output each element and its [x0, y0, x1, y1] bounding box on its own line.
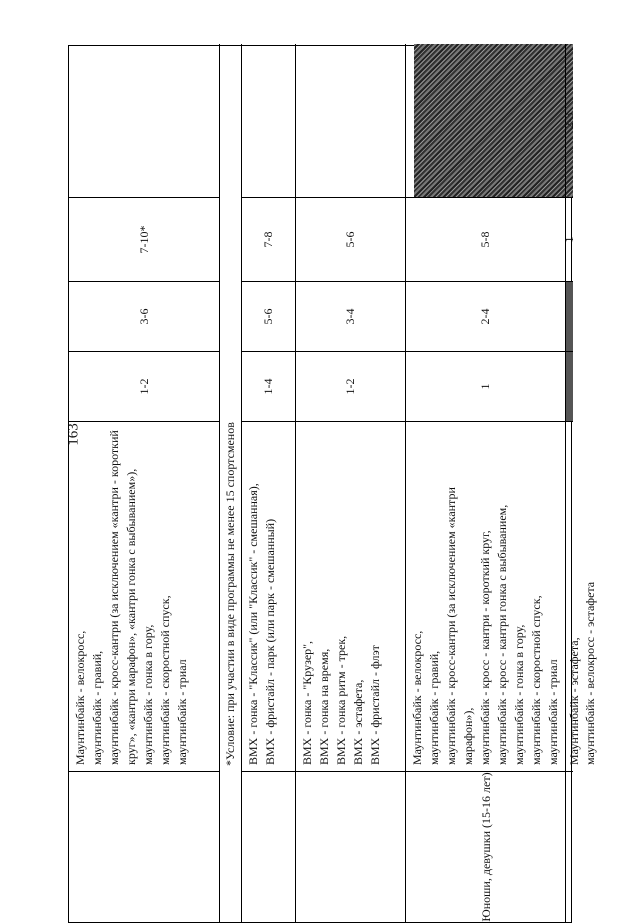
result-cell: 1	[406, 352, 565, 422]
result-cell: 2-3	[566, 44, 573, 198]
discipline-text: маунтинбайк - гонка в гору,	[512, 624, 526, 765]
result-cell: 1	[566, 198, 573, 282]
discipline-text: маунтинбайк - кросс - кантри гонка с выбыванием,	[495, 504, 509, 765]
result-cell: 7-8	[242, 198, 295, 282]
sports-category-table	[65, 45, 597, 923]
group-label-cell: Юноши, девушки (15-16 лет)	[478, 772, 493, 922]
result-cell	[69, 44, 219, 198]
discipline-text: маунтинбайк - триал	[546, 659, 560, 765]
result-cell: 1-4	[242, 352, 295, 422]
discipline-text: маунтинбайк - скоростной спуск,	[529, 595, 543, 765]
discipline-text: маунтинбайк - кросс-кантри (за исключением «кантри марафон»),	[444, 487, 475, 765]
result-cell	[296, 44, 405, 198]
discipline-text: ВМХ - эстафета,	[351, 679, 365, 765]
result-cell: 7-10*	[69, 198, 219, 282]
discipline-text: маунтинбайк - кросс-кантри (за исключением «кантри - короткий круг», «кантри марафон», «кантри гонка с выбыванием»),	[107, 430, 138, 765]
result-cell: 2-4	[406, 282, 565, 352]
discipline-text: Маунтинбайк - велокросс,	[73, 630, 87, 765]
result-cell: 5-8	[406, 198, 565, 282]
shaded-cell	[566, 352, 573, 422]
disciplines-cell	[566, 422, 597, 772]
result-cell	[242, 44, 295, 198]
disciplines-cell	[242, 422, 295, 772]
discipline-text: ВМХ - гонка на время,	[317, 648, 331, 765]
result-cell: 5-6	[242, 282, 295, 352]
discipline-text: ВМХ - фристайл - парк (или парк - смешанный)	[263, 518, 277, 765]
discipline-text: ВМХ - гонка ритм - трек,	[334, 635, 348, 765]
discipline-text: маунтинбайк - велокросс - эстафета	[583, 581, 597, 765]
table-row	[69, 44, 219, 922]
disciplines-cell	[406, 422, 565, 772]
discipline-text: маунтинбайк - кросс - кантри - короткий круг,	[478, 530, 492, 765]
disciplines-cell	[69, 422, 219, 772]
result-cell: 5-6	[296, 198, 405, 282]
table-row	[405, 44, 565, 922]
discipline-text: маунтинбайк - скоростной спуск,	[158, 595, 172, 765]
condition-row	[219, 44, 241, 922]
discipline-text: маунтинбайк - гравий,	[427, 650, 441, 765]
result-cell: 3-6	[69, 282, 219, 352]
discipline-text: ВМХ - фристайл - флэт	[368, 645, 382, 765]
shaded-cell	[566, 282, 573, 352]
discipline-text: ВМХ - гонка - "Классик" (или "Классик" - смешанная),	[246, 483, 260, 765]
condition-note: *Условие: при участии в виде программы не менее 15 спортсменов	[223, 422, 237, 766]
result-cell	[406, 44, 565, 198]
group-label-cell	[69, 772, 219, 922]
result-cell: 1-2	[296, 352, 405, 422]
result-cell: 1-2	[69, 352, 219, 422]
discipline-text: маунтинбайк - гонка в гору,	[141, 624, 155, 765]
table-row	[295, 44, 405, 922]
result-cell: 3-4	[296, 282, 405, 352]
discipline-text: Маунтинбайк - велокросс,	[410, 630, 424, 765]
page-number: 163	[65, 423, 82, 446]
discipline-text: маунтинбайк - триал	[175, 659, 189, 765]
table-row	[241, 44, 295, 922]
discipline-text: ВМХ - гонка - "Крузер",	[300, 640, 314, 765]
discipline-text: Маунтинбайк - эстафета,	[567, 637, 581, 765]
disciplines-cell	[296, 422, 405, 772]
table-row	[562, 44, 597, 922]
discipline-text: маунтинбайк - гравий,	[90, 650, 104, 765]
